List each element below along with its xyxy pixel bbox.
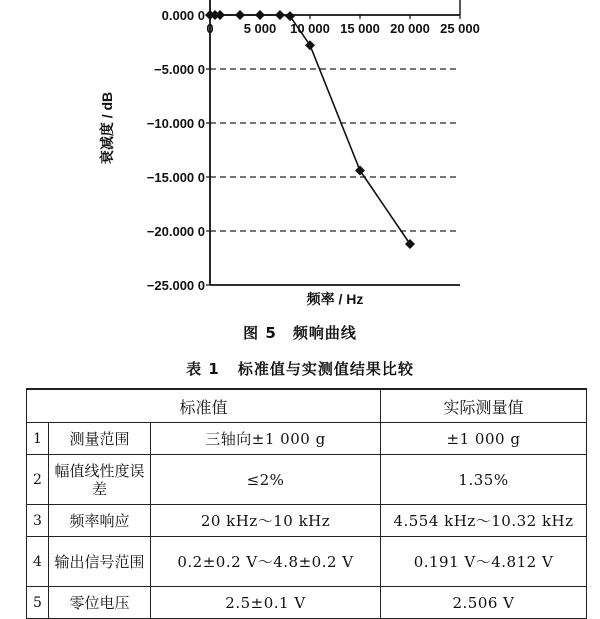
x-tick-label: 0 <box>206 21 214 36</box>
row-parameter: 幅值线性度误差 <box>49 455 151 505</box>
y-tick-label: −25.000 0 <box>146 278 205 293</box>
row-number: 2 <box>27 455 49 505</box>
table-title-text: 标准值与实测值结果比较 <box>237 360 414 378</box>
row-number: 5 <box>27 587 49 619</box>
x-tick-label: 20 000 <box>390 21 430 36</box>
data-point <box>235 10 245 20</box>
row-standard-value: 三轴向±1 000 g <box>151 423 381 455</box>
header-measured: 实际测量值 <box>381 389 587 423</box>
x-axis-label: 频率 / Hz <box>306 291 364 307</box>
table-row <box>27 455 587 505</box>
row-standard-value: 0.2±0.2 V～4.8±0.2 V <box>151 537 381 587</box>
data-point <box>285 11 295 21</box>
y-tick-label: −15.000 0 <box>146 170 205 185</box>
x-tick-label: 5 000 <box>243 21 277 36</box>
table-row <box>27 423 587 455</box>
row-standard-value: ≤2% <box>151 455 381 505</box>
grid-lines <box>210 69 460 231</box>
x-tick-label: 10 000 <box>290 21 330 36</box>
y-tick-label: −10.000 0 <box>146 116 205 131</box>
row-parameter: 测量范围 <box>49 423 151 455</box>
table-row <box>27 587 587 619</box>
table-number: 表 1 <box>186 360 220 378</box>
row-number: 3 <box>27 505 49 537</box>
table-title <box>0 358 600 379</box>
row-number: 4 <box>27 537 49 587</box>
row-parameter: 零位电压 <box>49 587 151 619</box>
comparison-table <box>26 388 587 619</box>
row-measured-value: 2.506 V <box>381 587 587 619</box>
data-point <box>405 239 415 249</box>
tick-labels <box>147 8 480 293</box>
data-markers <box>205 10 415 249</box>
data-point <box>355 166 365 176</box>
row-standard-value: 20 kHz～10 kHz <box>151 505 381 537</box>
y-tick-label: 0.000 0 <box>161 8 205 23</box>
data-point <box>275 10 285 20</box>
row-standard-value: 2.5±0.1 V <box>151 587 381 619</box>
x-tick-label: 15 000 <box>340 21 380 36</box>
table-header-row <box>27 389 587 423</box>
data-point <box>305 40 315 50</box>
header-standard: 标准值 <box>27 389 381 423</box>
row-measured-value: 4.554 kHz～10.32 kHz <box>381 505 587 537</box>
data-point <box>255 10 265 20</box>
table-row <box>27 505 587 537</box>
row-measured-value: 1.35% <box>381 455 587 505</box>
y-tick-label: −5.000 0 <box>154 62 205 77</box>
table-row <box>27 537 587 587</box>
axes <box>206 0 460 285</box>
y-tick-label: −20.000 0 <box>146 224 205 239</box>
x-tick-label: 25 000 <box>440 21 480 36</box>
row-parameter: 输出信号范围 <box>49 537 151 587</box>
y-axis-label: 衰减度 / dB <box>99 91 115 165</box>
row-measured-value: ±1 000 g <box>381 423 587 455</box>
row-measured-value: 0.191 V～4.812 V <box>381 537 587 587</box>
figure-caption: 图 5 频响曲线 <box>243 324 357 342</box>
row-parameter: 频率响应 <box>49 505 151 537</box>
row-number: 1 <box>27 423 49 455</box>
